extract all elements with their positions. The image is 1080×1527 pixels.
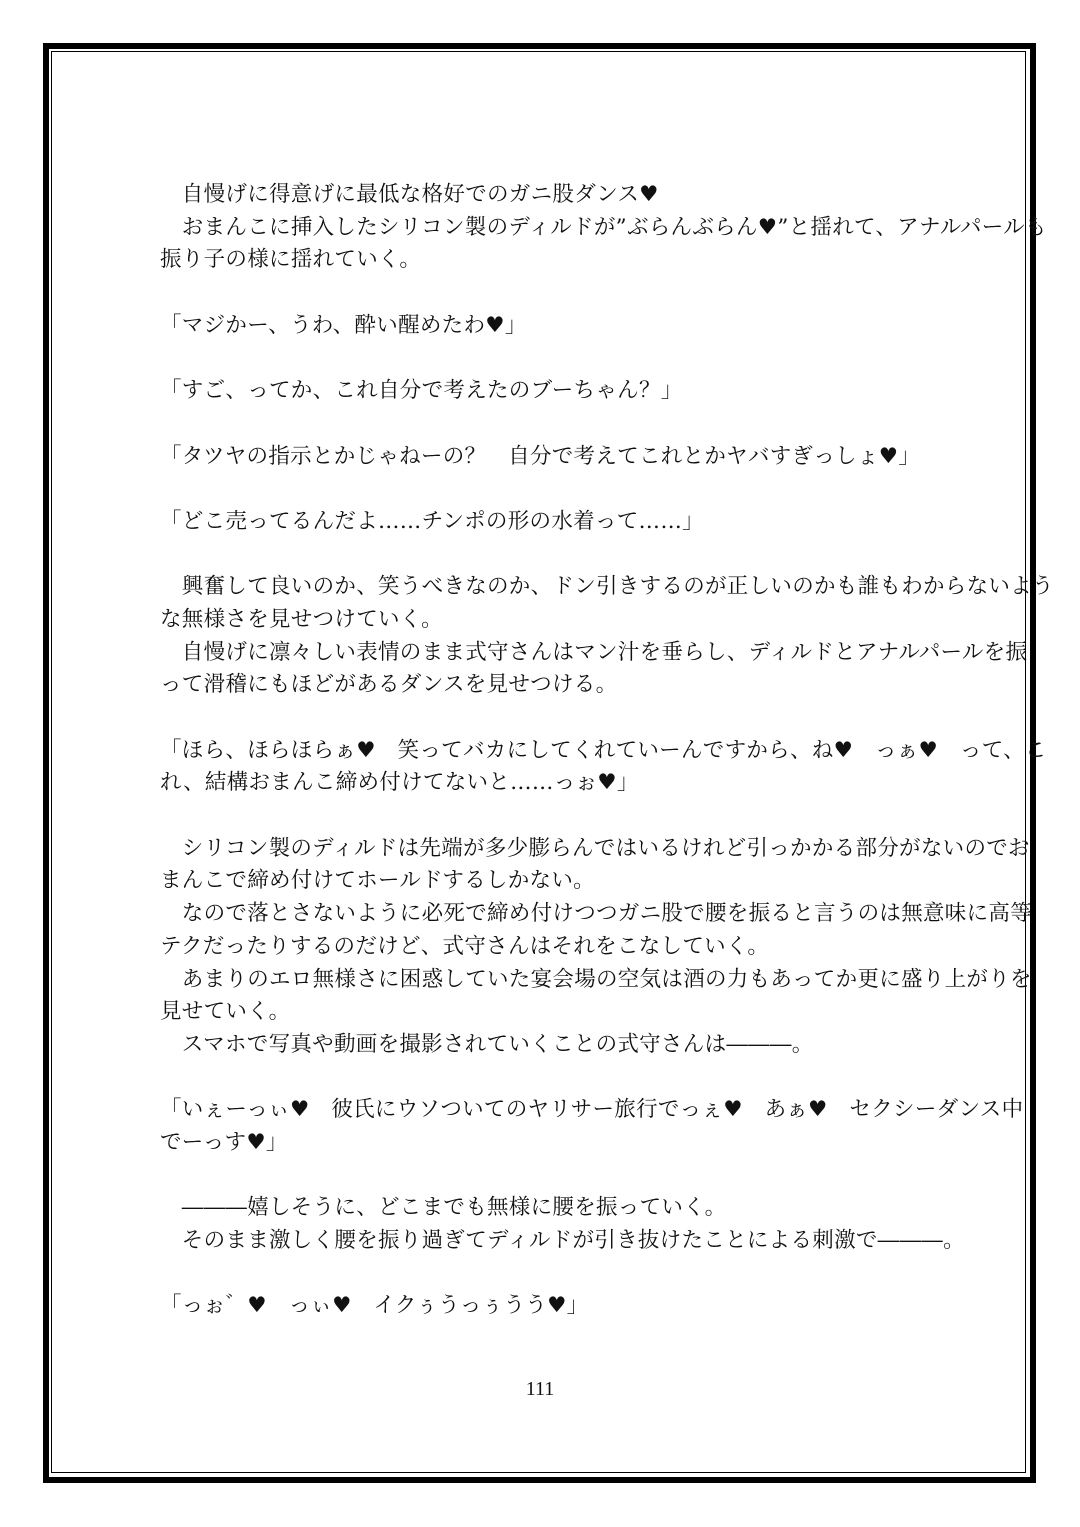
text-line: テクだったりするのだけど、式守さんはそれをこなしていく。 bbox=[160, 933, 770, 959]
text-line bbox=[160, 473, 940, 506]
text-line: そのまま激しく腰を振り過ぎてディルドが引き抜けたことによる刺激で―――。 bbox=[160, 1228, 965, 1253]
body-text bbox=[160, 179, 1054, 1323]
text-line: シリコン製のディルドは先端が多少膨らんではいるけれど引っかかる部分がないのでお bbox=[160, 835, 1030, 861]
text-line: おまんこに挿入したシリコン製のディルドが”ぶらんぶらん♥”と揺れて、アナルパールも bbox=[160, 214, 1047, 240]
text-line: 「タツヤの指示とかじゃねーの？ 自分で考えてこれとかヤバすぎっしょ♥」 bbox=[160, 443, 921, 469]
text-line: 「っぉ゛♥ っぃ♥ イクぅうっぅうう♥」 bbox=[160, 1293, 589, 1319]
text-line bbox=[160, 1062, 940, 1095]
text-line: 興奮して良いのか、笑うべきなのか、ドン引きするのが正しいのかも誰もわからないよう bbox=[160, 574, 1054, 600]
text-line: れ、結構おまんこ締め付けてないと……っぉ♥」 bbox=[160, 770, 639, 796]
text-line: あまりのエロ無様さに困惑していた宴会場の空気は酒の力もあってか更に盛り上がりを bbox=[160, 966, 1032, 992]
text-line: なので落とさないように必死で締め付けつつガニ股で腰を振ると言うのは無意味に高等 bbox=[160, 901, 1033, 927]
text-line: でーっす♥」 bbox=[160, 1129, 288, 1155]
page-number: 111 bbox=[525, 1378, 555, 1400]
text-line bbox=[160, 800, 940, 833]
text-line: 見せていく。 bbox=[160, 999, 291, 1025]
text-line: 「マジかー、うわ、酔い醒めたわ♥」 bbox=[160, 312, 527, 338]
text-line bbox=[160, 277, 940, 310]
text-line: な無様さを見せつけていく。 bbox=[160, 606, 443, 632]
text-line bbox=[160, 408, 940, 441]
text-line: 「いぇーっぃ♥ 彼氏にウソついてのヤリサー旅行でっぇ♥ あぁ♥ セクシーダンス中 bbox=[160, 1097, 1024, 1123]
text-line bbox=[160, 1258, 940, 1291]
text-line: 自慢げに得意げに最低な格好でのガニ股ダンス♥ bbox=[160, 182, 659, 207]
text-line bbox=[160, 539, 940, 572]
text-line: スマホで写真や動画を撮影されていくことの式守さんは―――。 bbox=[160, 1031, 814, 1057]
text-line: 自慢げに凛々しい表情のまま式守さんはマン汁を垂らし、ディルドとアナルパールを振 bbox=[160, 639, 1028, 665]
text-line bbox=[160, 1160, 940, 1193]
text-line: まんこで締め付けてホールドするしかない。 bbox=[160, 868, 595, 894]
text-line: 「どこ売ってるんだよ……チンポの形の水着って……」 bbox=[160, 508, 704, 534]
text-line: 「すご、ってか、これ自分で考えたのブーちゃん？」 bbox=[160, 378, 683, 404]
text-line: って滑稽にもほどがあるダンスを見せつける。 bbox=[160, 672, 618, 698]
text-line: ―――嬉しそうに、どこまでも無様に腰を振っていく。 bbox=[160, 1195, 727, 1221]
text-line: 振り子の様に揺れていく。 bbox=[160, 247, 422, 273]
text-line bbox=[160, 702, 940, 735]
text-line bbox=[160, 342, 940, 375]
text-line: 「ほら、ほらほらぁ♥ 笑ってバカにしてくれていーんですから、ね♥ っぁ♥ って、こ bbox=[160, 737, 1047, 763]
